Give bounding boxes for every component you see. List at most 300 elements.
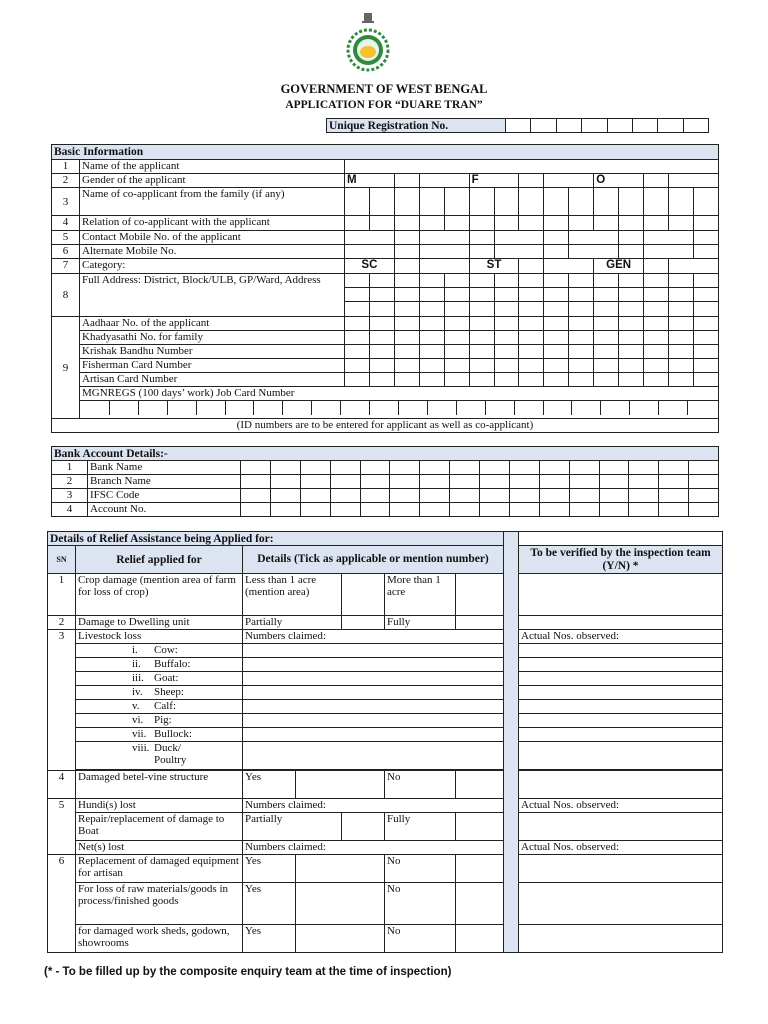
option-more-than-1-acre[interactable]: More than 1 acre (385, 574, 456, 616)
char-box[interactable] (619, 302, 644, 317)
bank-box[interactable] (330, 461, 360, 475)
id-box[interactable] (369, 317, 394, 331)
char-box[interactable] (544, 216, 569, 231)
char-box[interactable] (519, 274, 544, 288)
id-box[interactable] (569, 331, 594, 345)
char-box[interactable] (419, 302, 444, 317)
tick-box[interactable] (342, 813, 385, 841)
digit-box[interactable] (394, 245, 419, 259)
char-box[interactable] (345, 274, 370, 288)
count-input[interactable] (243, 700, 504, 714)
id-box[interactable] (345, 317, 370, 331)
bank-box[interactable] (539, 461, 569, 475)
bank-box[interactable] (509, 503, 539, 517)
char-box[interactable] (644, 288, 669, 302)
digit-box[interactable] (345, 231, 395, 245)
reg-box[interactable] (632, 119, 657, 133)
char-box[interactable] (594, 302, 619, 317)
id-box[interactable] (345, 373, 370, 387)
bank-box[interactable] (569, 489, 599, 503)
verify-cell[interactable] (519, 686, 723, 700)
verify-cell[interactable] (519, 742, 723, 770)
id-box[interactable] (494, 331, 519, 345)
option-less-than-1-acre[interactable]: Less than 1 acre (mention area) (243, 574, 342, 616)
id-box[interactable] (569, 317, 594, 331)
verify-cell[interactable] (519, 658, 723, 672)
id-box[interactable] (594, 345, 619, 359)
count-input[interactable] (243, 728, 504, 742)
verify-cell[interactable] (519, 855, 723, 883)
option-yes[interactable]: Yes (243, 855, 296, 883)
bank-box[interactable] (659, 475, 689, 489)
verify-cell[interactable] (519, 644, 723, 658)
bank-box[interactable] (509, 475, 539, 489)
bank-box[interactable] (450, 461, 480, 475)
bank-box[interactable] (300, 461, 330, 475)
id-box[interactable] (345, 345, 370, 359)
digit-box[interactable] (544, 245, 569, 259)
id-box[interactable] (693, 373, 718, 387)
reg-box[interactable] (506, 119, 531, 133)
bank-box[interactable] (360, 503, 390, 517)
char-box[interactable] (419, 216, 444, 231)
tick-box[interactable] (296, 883, 385, 925)
id-box[interactable] (419, 331, 444, 345)
id-box[interactable] (469, 359, 494, 373)
char-box[interactable] (594, 274, 619, 288)
char-box[interactable] (494, 188, 519, 216)
char-box[interactable] (394, 302, 419, 317)
gender-option-f[interactable]: F (469, 174, 519, 188)
bank-box[interactable] (629, 503, 659, 517)
char-box[interactable] (469, 288, 494, 302)
digit-box[interactable] (693, 231, 718, 245)
char-box[interactable] (619, 288, 644, 302)
digit-box[interactable] (345, 245, 395, 259)
bank-box[interactable] (629, 489, 659, 503)
id-box[interactable] (619, 331, 644, 345)
bank-box[interactable] (480, 461, 510, 475)
bank-box[interactable] (420, 489, 450, 503)
char-box[interactable] (693, 274, 718, 288)
char-box[interactable] (644, 188, 669, 216)
reg-box[interactable] (683, 119, 708, 133)
verify-cell[interactable] (519, 813, 723, 841)
char-box[interactable] (519, 216, 544, 231)
digit-box[interactable] (394, 231, 419, 245)
digit-box[interactable] (494, 231, 544, 245)
id-box[interactable] (519, 331, 544, 345)
id-box[interactable] (594, 331, 619, 345)
char-box[interactable] (444, 288, 469, 302)
option-partially[interactable]: Partially (243, 813, 342, 841)
verify-cell[interactable] (519, 616, 723, 630)
option-fully[interactable]: Fully (385, 616, 456, 630)
verify-cell[interactable] (519, 925, 723, 953)
digit-box[interactable] (619, 231, 644, 245)
id-box[interactable] (394, 359, 419, 373)
bank-box[interactable] (330, 503, 360, 517)
id-box[interactable] (419, 373, 444, 387)
char-box[interactable] (394, 288, 419, 302)
bank-box[interactable] (241, 461, 271, 475)
bank-box[interactable] (270, 503, 300, 517)
char-box[interactable] (569, 288, 594, 302)
char-box[interactable] (668, 274, 693, 288)
verify-cell[interactable] (519, 574, 723, 616)
char-box[interactable] (369, 188, 394, 216)
id-box[interactable] (644, 331, 669, 345)
bank-box[interactable] (330, 475, 360, 489)
char-box[interactable] (444, 188, 469, 216)
char-box[interactable] (345, 216, 370, 231)
id-box[interactable] (519, 373, 544, 387)
bank-box[interactable] (659, 489, 689, 503)
tick-box[interactable] (296, 855, 385, 883)
reg-box[interactable] (607, 119, 632, 133)
digit-box[interactable] (419, 245, 469, 259)
char-box[interactable] (369, 302, 394, 317)
applicant-name-input[interactable] (345, 160, 719, 174)
bank-box[interactable] (599, 475, 629, 489)
char-box[interactable] (469, 274, 494, 288)
bank-box[interactable] (270, 461, 300, 475)
reg-box[interactable] (582, 119, 607, 133)
tick-box[interactable] (296, 771, 385, 799)
id-box[interactable] (619, 359, 644, 373)
tick-box[interactable] (456, 883, 504, 925)
char-box[interactable] (693, 302, 718, 317)
char-box[interactable] (369, 216, 394, 231)
id-box[interactable] (619, 317, 644, 331)
id-box[interactable] (693, 331, 718, 345)
reg-box[interactable] (531, 119, 556, 133)
char-box[interactable] (693, 288, 718, 302)
char-box[interactable] (394, 274, 419, 288)
bank-box[interactable] (689, 489, 719, 503)
id-box[interactable] (569, 359, 594, 373)
id-box[interactable] (693, 345, 718, 359)
char-box[interactable] (519, 302, 544, 317)
count-input[interactable] (243, 658, 504, 672)
char-box[interactable] (444, 216, 469, 231)
bank-box[interactable] (509, 489, 539, 503)
id-box[interactable] (369, 331, 394, 345)
char-box[interactable] (345, 302, 370, 317)
count-input[interactable] (243, 686, 504, 700)
id-box[interactable] (693, 317, 718, 331)
char-box[interactable] (345, 188, 370, 216)
bank-box[interactable] (450, 489, 480, 503)
char-box[interactable] (668, 188, 693, 216)
bank-box[interactable] (689, 475, 719, 489)
option-fully[interactable]: Fully (385, 813, 456, 841)
option-no[interactable]: No (385, 855, 456, 883)
count-input[interactable] (243, 644, 504, 658)
gender-option-o[interactable]: O (594, 174, 644, 188)
bank-box[interactable] (599, 489, 629, 503)
tick-box[interactable] (456, 855, 504, 883)
option-no[interactable]: No (385, 883, 456, 925)
id-box[interactable] (668, 359, 693, 373)
bank-box[interactable] (450, 475, 480, 489)
id-box[interactable] (544, 373, 569, 387)
id-box[interactable] (345, 331, 370, 345)
bank-box[interactable] (599, 503, 629, 517)
bank-box[interactable] (480, 489, 510, 503)
digit-box[interactable] (693, 245, 718, 259)
id-box[interactable] (668, 345, 693, 359)
id-box[interactable] (644, 317, 669, 331)
char-box[interactable] (394, 216, 419, 231)
bank-box[interactable] (539, 489, 569, 503)
id-box[interactable] (444, 373, 469, 387)
digit-box[interactable] (544, 231, 569, 245)
bank-box[interactable] (390, 489, 420, 503)
category-option-gen[interactable]: GEN (594, 259, 644, 274)
bank-box[interactable] (300, 489, 330, 503)
id-box[interactable] (419, 359, 444, 373)
verify-cell[interactable] (519, 771, 723, 799)
id-box[interactable] (619, 345, 644, 359)
id-box[interactable] (494, 359, 519, 373)
verify-cell[interactable] (519, 883, 723, 925)
bank-box[interactable] (390, 475, 420, 489)
id-box[interactable] (419, 345, 444, 359)
digit-box[interactable] (644, 245, 694, 259)
id-box[interactable] (444, 317, 469, 331)
id-box[interactable] (519, 359, 544, 373)
char-box[interactable] (469, 302, 494, 317)
verify-cell[interactable] (519, 700, 723, 714)
category-option-st[interactable]: ST (469, 259, 519, 274)
tick-box[interactable] (456, 813, 504, 841)
digit-box[interactable] (644, 231, 694, 245)
char-box[interactable] (419, 274, 444, 288)
id-box[interactable] (544, 331, 569, 345)
mgnregs-input[interactable] (80, 401, 719, 419)
char-box[interactable] (419, 288, 444, 302)
char-box[interactable] (544, 302, 569, 317)
count-input[interactable] (243, 742, 504, 770)
char-box[interactable] (369, 288, 394, 302)
id-box[interactable] (394, 331, 419, 345)
id-box[interactable] (469, 345, 494, 359)
char-box[interactable] (369, 274, 394, 288)
bank-box[interactable] (420, 503, 450, 517)
char-box[interactable] (494, 216, 519, 231)
char-box[interactable] (494, 288, 519, 302)
id-box[interactable] (369, 373, 394, 387)
category-option-sc[interactable]: SC (345, 259, 395, 274)
char-box[interactable] (544, 288, 569, 302)
bank-box[interactable] (390, 503, 420, 517)
id-box[interactable] (419, 317, 444, 331)
char-box[interactable] (569, 302, 594, 317)
id-box[interactable] (544, 317, 569, 331)
bank-box[interactable] (420, 475, 450, 489)
reg-box[interactable] (658, 119, 683, 133)
bank-box[interactable] (659, 503, 689, 517)
char-box[interactable] (444, 274, 469, 288)
char-box[interactable] (569, 216, 594, 231)
char-box[interactable] (394, 188, 419, 216)
digit-box[interactable] (469, 245, 494, 259)
tick-box[interactable] (342, 616, 385, 630)
char-box[interactable] (644, 302, 669, 317)
tick-box[interactable] (456, 925, 504, 953)
char-box[interactable] (594, 216, 619, 231)
option-yes[interactable]: Yes (243, 883, 296, 925)
char-box[interactable] (469, 188, 494, 216)
id-box[interactable] (668, 373, 693, 387)
id-box[interactable] (469, 331, 494, 345)
bank-box[interactable] (241, 489, 271, 503)
id-box[interactable] (444, 345, 469, 359)
id-box[interactable] (519, 345, 544, 359)
char-box[interactable] (419, 188, 444, 216)
bank-box[interactable] (629, 475, 659, 489)
id-box[interactable] (594, 317, 619, 331)
id-box[interactable] (394, 373, 419, 387)
char-box[interactable] (569, 188, 594, 216)
digit-box[interactable] (494, 245, 544, 259)
id-box[interactable] (345, 359, 370, 373)
id-box[interactable] (668, 331, 693, 345)
char-box[interactable] (668, 302, 693, 317)
id-box[interactable] (594, 359, 619, 373)
option-yes[interactable]: Yes (243, 925, 296, 953)
char-box[interactable] (644, 216, 669, 231)
id-box[interactable] (469, 317, 494, 331)
digit-box[interactable] (619, 245, 644, 259)
char-box[interactable] (668, 288, 693, 302)
bank-box[interactable] (270, 475, 300, 489)
option-no[interactable]: No (385, 925, 456, 953)
char-box[interactable] (569, 274, 594, 288)
char-box[interactable] (544, 188, 569, 216)
id-box[interactable] (369, 359, 394, 373)
char-box[interactable] (693, 188, 718, 216)
bank-box[interactable] (360, 475, 390, 489)
id-box[interactable] (544, 345, 569, 359)
bank-box[interactable] (509, 461, 539, 475)
id-box[interactable] (619, 373, 644, 387)
char-box[interactable] (668, 216, 693, 231)
option-yes[interactable]: Yes (243, 771, 296, 799)
id-box[interactable] (693, 359, 718, 373)
bank-box[interactable] (629, 461, 659, 475)
option-no[interactable]: No (385, 771, 456, 799)
id-box[interactable] (494, 345, 519, 359)
verify-cell[interactable] (519, 714, 723, 728)
bank-box[interactable] (450, 503, 480, 517)
char-box[interactable] (519, 188, 544, 216)
bank-box[interactable] (360, 489, 390, 503)
char-box[interactable] (693, 216, 718, 231)
digit-box[interactable] (419, 231, 469, 245)
bank-box[interactable] (241, 503, 271, 517)
bank-box[interactable] (270, 489, 300, 503)
bank-box[interactable] (569, 461, 599, 475)
char-box[interactable] (494, 274, 519, 288)
option-partially[interactable]: Partially (243, 616, 342, 630)
bank-box[interactable] (241, 475, 271, 489)
bank-box[interactable] (330, 489, 360, 503)
tick-box[interactable] (296, 925, 385, 953)
char-box[interactable] (444, 302, 469, 317)
bank-box[interactable] (569, 503, 599, 517)
bank-box[interactable] (360, 461, 390, 475)
digit-box[interactable] (469, 231, 494, 245)
bank-box[interactable] (480, 503, 510, 517)
verify-cell[interactable] (519, 672, 723, 686)
id-box[interactable] (369, 345, 394, 359)
area-input[interactable] (456, 574, 504, 616)
char-box[interactable] (519, 288, 544, 302)
id-box[interactable] (394, 345, 419, 359)
id-box[interactable] (644, 359, 669, 373)
id-box[interactable] (519, 317, 544, 331)
verify-cell[interactable] (519, 728, 723, 742)
bank-box[interactable] (659, 461, 689, 475)
char-box[interactable] (619, 274, 644, 288)
count-input[interactable] (243, 672, 504, 686)
char-box[interactable] (619, 216, 644, 231)
bank-box[interactable] (300, 475, 330, 489)
id-box[interactable] (494, 317, 519, 331)
id-box[interactable] (544, 359, 569, 373)
bank-box[interactable] (569, 475, 599, 489)
id-box[interactable] (668, 317, 693, 331)
char-box[interactable] (594, 188, 619, 216)
char-box[interactable] (619, 188, 644, 216)
gender-option-m[interactable]: M (345, 174, 395, 188)
id-box[interactable] (394, 317, 419, 331)
id-box[interactable] (644, 373, 669, 387)
bank-box[interactable] (539, 475, 569, 489)
id-box[interactable] (494, 373, 519, 387)
id-box[interactable] (444, 331, 469, 345)
bank-box[interactable] (480, 475, 510, 489)
bank-box[interactable] (539, 503, 569, 517)
reg-box[interactable] (556, 119, 581, 133)
char-box[interactable] (544, 274, 569, 288)
digit-box[interactable] (569, 231, 619, 245)
id-box[interactable] (594, 373, 619, 387)
tick-box[interactable] (456, 771, 504, 799)
id-box[interactable] (569, 345, 594, 359)
char-box[interactable] (644, 274, 669, 288)
area-input[interactable] (342, 574, 385, 616)
id-box[interactable] (444, 359, 469, 373)
char-box[interactable] (594, 288, 619, 302)
id-box[interactable] (569, 373, 594, 387)
id-box[interactable] (469, 373, 494, 387)
bank-box[interactable] (300, 503, 330, 517)
char-box[interactable] (494, 302, 519, 317)
bank-box[interactable] (390, 461, 420, 475)
bank-box[interactable] (599, 461, 629, 475)
bank-box[interactable] (689, 461, 719, 475)
tick-box[interactable] (456, 616, 504, 630)
bank-box[interactable] (689, 503, 719, 517)
count-input[interactable] (243, 714, 504, 728)
char-box[interactable] (469, 216, 494, 231)
char-box[interactable] (345, 288, 370, 302)
digit-box[interactable] (569, 245, 619, 259)
bank-box[interactable] (420, 461, 450, 475)
